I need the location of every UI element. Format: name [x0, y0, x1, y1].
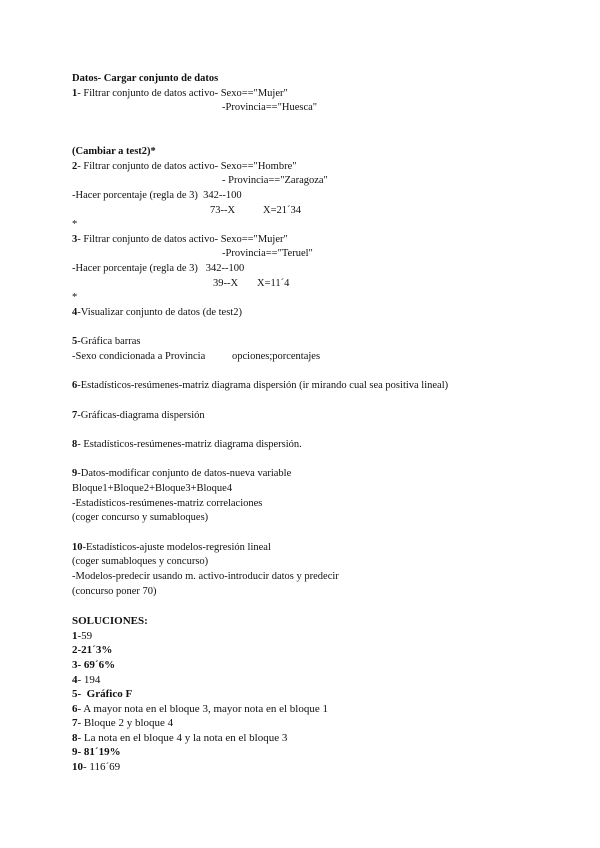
solution-number: 9	[72, 746, 78, 758]
step-3-line2: -Provincia=="Teruel"	[222, 248, 313, 259]
step-1-line2: -Provincia=="Huesca"	[222, 102, 318, 113]
step-10-line3: -Modelos-predecir usando m. activo-introducir datos y predecir	[72, 571, 339, 582]
step-number: 3	[72, 234, 78, 245]
solution-1	[72, 629, 92, 643]
step-9-line4: (coger concurso y sumabloques)	[72, 512, 209, 523]
solution-text: - 81´19%	[77, 746, 121, 758]
step-2	[72, 160, 297, 174]
solution-number: 6	[72, 703, 78, 715]
step-text: - Filtrar conjunto de datos activo- Sexo=="Hombre"	[77, 161, 297, 172]
solution-number: 4	[72, 674, 78, 686]
solution-number: 7	[72, 717, 78, 729]
solution-7	[72, 716, 173, 730]
step-5-line2b: opciones;porcentajes	[232, 351, 321, 362]
solution-2	[72, 643, 112, 657]
step-number: 5	[72, 336, 78, 347]
step-2-regla2: 73--X	[210, 205, 236, 216]
page-title: Datos- Cargar conjunto de datos	[72, 73, 219, 84]
step-text: -Estadísticos-resúmenes-matriz diagrama dispersión (ir mirando cual sea positiva lineal)	[77, 380, 449, 391]
solution-text: - A mayor nota en el bloque 3, mayor nota en el bloque 1	[77, 703, 328, 715]
step-3-regla: -Hacer porcentaje (regla de 3) 342--100	[72, 263, 245, 274]
step-number: 8	[72, 439, 78, 450]
solution-text: - Bloque 2 y bloque 4	[77, 717, 174, 729]
cambiar-note: (Cambiar a test2)*	[72, 146, 156, 157]
solution-text: - 116´69	[83, 761, 121, 773]
step-7	[72, 409, 205, 423]
step-9-line3: -Estadísticos-resúmenes-matriz correlaciones	[72, 498, 263, 509]
step-text: -Estadísticos-ajuste modelos-regresión lineal	[82, 542, 271, 553]
step-6	[72, 379, 448, 393]
step-3-regla2: 39--X	[213, 278, 239, 289]
solution-number: 5	[72, 688, 78, 700]
solution-10	[72, 760, 120, 774]
step-number: 4	[72, 307, 78, 318]
solution-text: - La nota en el bloque 4 y la nota en el bloque 3	[77, 732, 288, 744]
solution-number: 1	[72, 630, 78, 642]
step-number: 6	[72, 380, 78, 391]
step-text: -Gráficas-diagrama dispersión	[77, 410, 205, 421]
solution-number: 2	[72, 644, 78, 656]
solution-text: -21´3%	[77, 644, 113, 656]
step-text: -Gráfica barras	[77, 336, 141, 347]
solution-number: 8	[72, 732, 78, 744]
step-number: 7	[72, 410, 78, 421]
step-5	[72, 335, 141, 349]
step-2-line2: - Provincia=="Zaragoza"	[222, 175, 328, 186]
solution-9	[72, 745, 121, 759]
solution-number: 10	[72, 761, 83, 773]
solution-5	[72, 687, 132, 701]
step-4	[72, 306, 242, 320]
step-number: 2	[72, 161, 78, 172]
step-5-line2a: -Sexo condicionada a Provincia	[72, 351, 206, 362]
step-9	[72, 467, 291, 481]
step-text: - Estadísticos-resúmenes-matriz diagrama dispersión.	[77, 439, 302, 450]
solution-text: - 69´6%	[77, 659, 116, 671]
solution-text: - 194	[77, 674, 101, 686]
star-2: *	[72, 292, 78, 303]
step-text: - Filtrar conjunto de datos activo- Sexo=="Mujer"	[77, 234, 288, 245]
step-1	[72, 87, 288, 101]
step-3-result: X=11´4	[257, 278, 290, 289]
step-2-result: X=21´34	[263, 205, 302, 216]
step-10-line2: (coger sumabloques y concurso)	[72, 556, 209, 567]
step-number: 10	[72, 542, 83, 553]
step-number: 1	[72, 88, 78, 99]
step-8	[72, 438, 302, 452]
step-3	[72, 233, 288, 247]
step-text: -Visualizar conjunto de datos (de test2)	[77, 307, 242, 318]
solutions-heading: SOLUCIONES:	[72, 615, 148, 627]
step-text: - Filtrar conjunto de datos activo- Sexo=="Mujer"	[77, 88, 288, 99]
step-number: 9	[72, 468, 78, 479]
step-10-line4: (concurso poner 70)	[72, 586, 157, 597]
solution-text: - Gráfico F	[77, 688, 133, 700]
star-1: *	[72, 219, 78, 230]
step-10	[72, 541, 271, 555]
step-text: -Datos-modificar conjunto de datos-nueva variable	[77, 468, 292, 479]
solution-text: -59	[77, 630, 93, 642]
solution-3	[72, 658, 115, 672]
step-2-regla: -Hacer porcentaje (regla de 3) 342--100	[72, 190, 242, 201]
solution-6	[72, 702, 328, 716]
solution-8	[72, 731, 287, 745]
solution-4	[72, 673, 100, 687]
step-9-line2: Bloque1+Bloque2+Bloque3+Bloque4	[72, 483, 233, 494]
solution-number: 3	[72, 659, 78, 671]
